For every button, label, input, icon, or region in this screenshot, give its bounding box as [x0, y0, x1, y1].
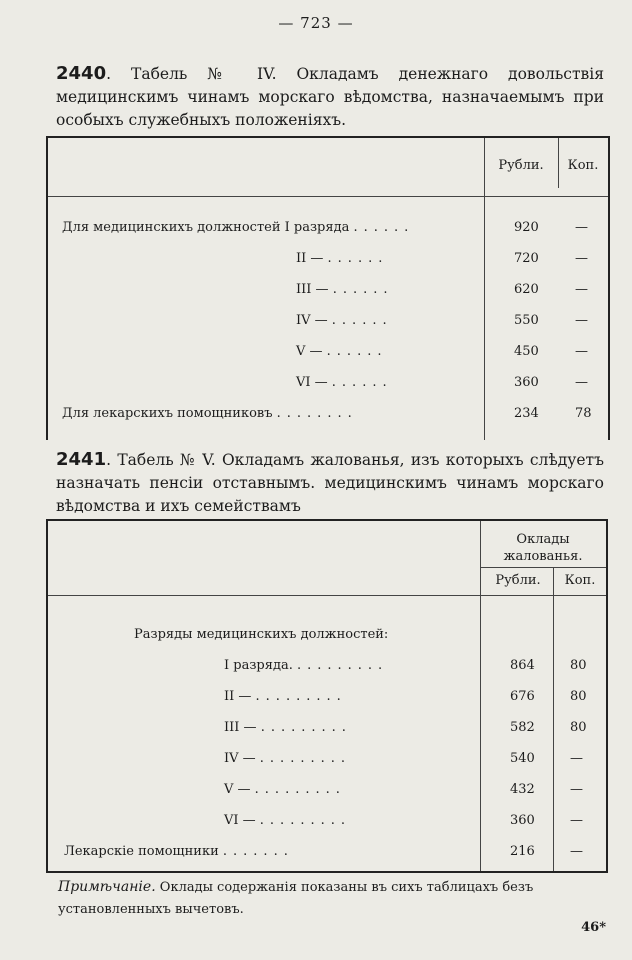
section-2440-number: 2440	[56, 63, 107, 84]
row-rub: 676	[510, 689, 535, 704]
column-divider	[480, 521, 481, 871]
row-kop: —	[575, 375, 588, 390]
column-divider	[484, 138, 485, 440]
row-label: Для медицинскихъ должностей I разряда ......	[62, 220, 415, 235]
row-rub: 864	[510, 658, 535, 673]
row-kop: 80	[570, 689, 587, 704]
row-label: I разряда. .........	[224, 658, 389, 673]
row-label: Для лекарскихъ помощниковъ ........	[62, 406, 358, 421]
page-number: — 723 —	[278, 14, 354, 32]
row-label: VI — ......	[296, 375, 393, 390]
row-rub: 234	[514, 406, 539, 421]
section-2441-number: 2441	[56, 449, 107, 470]
column-header-kop: Коп.	[567, 158, 599, 173]
signature-mark: 46*	[581, 920, 606, 935]
row-kop: —	[570, 782, 583, 797]
header-divider	[48, 595, 606, 596]
row-rub: 620	[514, 282, 539, 297]
row-label: III — .........	[224, 720, 352, 735]
row-rub: 540	[510, 751, 535, 766]
row-kop: —	[575, 251, 588, 266]
table-2441	[46, 519, 608, 873]
column-header-rub: Рубли.	[495, 573, 541, 588]
footnote-label: Примѣчаніе.	[58, 879, 156, 895]
row-kop: —	[570, 751, 583, 766]
column-divider	[558, 138, 559, 188]
row-rub: 720	[514, 251, 539, 266]
row-kop: —	[570, 844, 583, 859]
row-label: III — ......	[296, 282, 394, 297]
row-kop: —	[570, 813, 583, 828]
row-label: V — ......	[296, 344, 388, 359]
column-divider	[553, 567, 554, 871]
row-rub: 360	[510, 813, 535, 828]
row-kop: —	[575, 282, 588, 297]
row-rub: 216	[510, 844, 535, 859]
row-label: IV — .........	[224, 751, 351, 766]
row-kop: 78	[575, 406, 592, 421]
footnote	[58, 876, 610, 921]
column-group-header: Оклады жалованья.	[503, 532, 583, 564]
section-2441-title: . Табель № V. Окладамъ жалованья, изъ которыхъ слѣдуетъ назначать пенсіи отставнымъ. медицинскимъ чинамъ морскаго вѣдомства и ихъ семействамъ	[56, 451, 604, 515]
section-2440-heading	[56, 62, 604, 132]
row-kop: 80	[570, 658, 587, 673]
row-label: Лекарскіе помощники .......	[64, 844, 294, 859]
row-kop: —	[575, 220, 588, 235]
section-2441-heading	[56, 448, 604, 518]
column-header-rub: Рубли.	[498, 158, 544, 173]
row-rub: 550	[514, 313, 539, 328]
row-rub: 582	[510, 720, 535, 735]
table-2440	[46, 136, 610, 440]
row-rub: 920	[514, 220, 539, 235]
row-label: II — .........	[224, 689, 347, 704]
column-header-kop: Коп.	[564, 573, 596, 588]
header-divider	[48, 196, 608, 197]
row-kop: 80	[570, 720, 587, 735]
row-rub: 432	[510, 782, 535, 797]
row-label: VI — .........	[224, 813, 351, 828]
row-label: V — .........	[224, 782, 346, 797]
table-subheading: Разряды медицинскихъ должностей:	[134, 627, 389, 642]
row-label: IV — ......	[296, 313, 393, 328]
row-rub: 450	[514, 344, 539, 359]
section-2440-title: . Табель № IV. Окладамъ денежнаго довольствія медицинскимъ чинамъ морскаго вѣдомства, назначаемымъ при особыхъ служебныхъ положеніяхъ.	[56, 65, 604, 129]
header-divider	[480, 567, 606, 568]
footnote-text: Оклады содержанія показаны въ сихъ таблицахъ безъ установленныхъ вычетовъ.	[58, 880, 534, 917]
row-rub: 360	[514, 375, 539, 390]
row-label: II — ......	[296, 251, 389, 266]
row-kop: —	[575, 344, 588, 359]
row-kop: —	[575, 313, 588, 328]
